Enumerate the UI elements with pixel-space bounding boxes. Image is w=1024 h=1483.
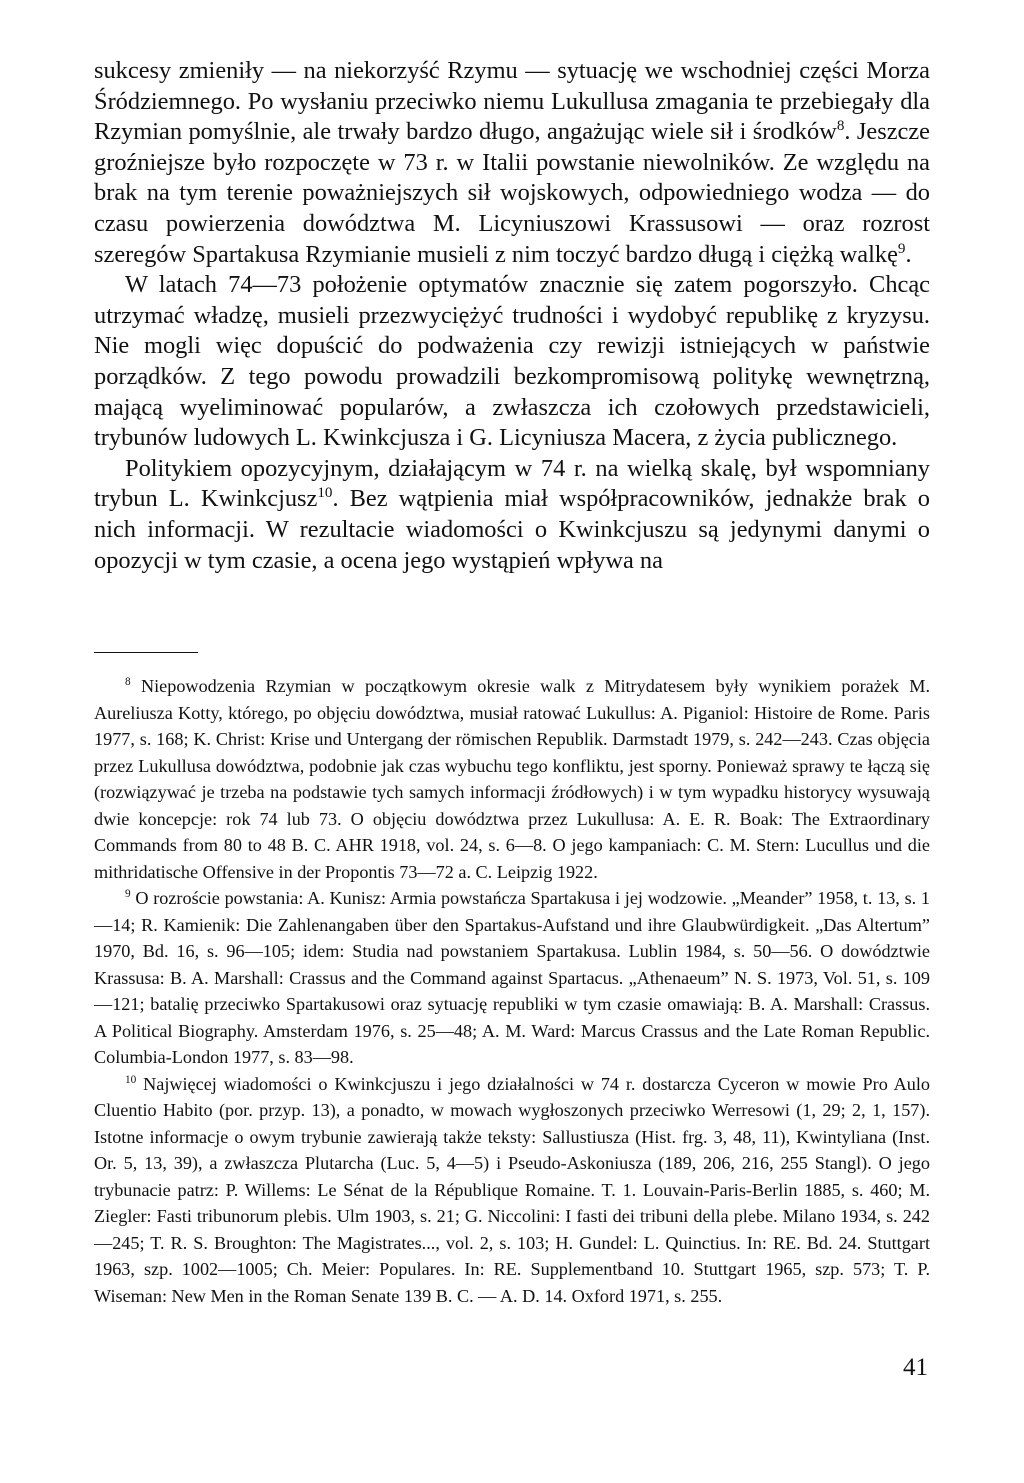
paragraph-1	[94, 56, 930, 270]
footnote-ref-9[interactable]: 9	[897, 240, 906, 257]
footnote-text: Najwięcej wiadomości o Kwinkcjuszu i jego działalności w 74 r. dostarcza Cyceron w mowie Pro Aulo Cluentio Habito (por. przyp. 13), a ponadto, w mowach wygłoszonych przeciwko Werresowi (1, 29; 2, 1, 157). Istotne informacje o owym trybunie zawierają także teksty: Sallustiusza (Hist. frg. 3, 48, 11), Kwintyliana (Inst. Or. 5, 13, 39), a zwłaszcza Plutarcha (Luc. 5, 4—5) i Pseudo-Askoniusza (189, 206, 216, 255 Stangl). O jego trybunacie patrz: P. Willems: Le Sénat de la République Romaine. T. 1. Louvain-Paris-Berlin 1885, s. 460; M. Ziegler: Fasti tribunorum plebis. Ulm 1903, s. 21; G. Niccolini: I fasti dei tribuni della plebe. Milano 1934, s. 242—245; T. R. S. Broughton: The Magistrates..., vol. 2, s. 103; H. Gundel: L. Quinctius. In: RE. Bd. 24. Stuttgart 1963, szp. 1002—1005; Ch. Meier: Populares. In: RE. Supplementband 10. Stuttgart 1965, szp. 573; T. P. Wiseman: New Men in the Roman Senate 139 B. C. — A. D. 14. Oxford 1971, s. 255.	[94, 1073, 931, 1306]
footnote-ref-10[interactable]: 10	[317, 485, 333, 502]
footnote-marker: 10	[125, 1073, 137, 1086]
footnote-text: Niepowodzenia Rzymian w początkowym okresie walk z Mitrydatesem były wynikiem porażek M. Aureliusza Kotty, którego, po objęciu dowództwa, musiał ratować Lukullus: A. Piganiol: Histoire de Rome. Paris 1977, s. 168; K. Christ: Krise und Untergang der römischen Republik. Darmstadt 1979, s. 242—243. Czas objęcia przez Lukullusa dowództwa, podobnie jak czas wybuchu tego konfliktu, jest sporny. Ponieważ sprawy te łączą się (rozwiązywać je trzeba na podstawie tych samych informacji źródłowych) i w tym wypadku historycy wysuwają dwie koncepcje: rok 74 lub 73. O objęciu dowództwa przez Lukullusa: A. E. R. Boak: The Extraordinary Commands from 80 to 48 B. C. AHR 1918, vol. 24, s. 6—8. O jego kampaniach: C. M. Stern: Lucullus und die mithridatische Offensive in der Propontis 73—72 a. C. Leipzig 1922.	[94, 676, 931, 882]
paragraph-3-part-b: . Bez wątpienia miał współpracowników, jednakże brak o nich informacji. W rezultacie wiadomości o Kwinkcjuszu są jedynymi danymi o opozycji w tym czasie, a ocena jego wystąpień wpływa na	[94, 485, 930, 574]
footnote-marker: 9	[125, 888, 131, 901]
paragraph-3	[94, 454, 930, 576]
footnote-separator	[94, 652, 198, 653]
paragraph-1-part-a: sukcesy zmieniły — na niekorzyść Rzymu — sytuację we wschodniej części Morza Śródziemnego. Po wysłaniu przeciwko niemu Lukullusa zmagania te przebiegały dla Rzymian pomyślnie, ale trwały bardzo długo, angażując wiele sił i środków	[94, 57, 930, 146]
footnote-10	[94, 1071, 930, 1310]
page-content	[94, 56, 930, 1309]
footnote-8	[94, 673, 930, 885]
footnote-text: O rozroście powstania: A. Kunisz: Armia powstańcza Spartakusa i jej wodzowie. „Meander” 1958, t. 13, s. 1—14; R. Kamienik: Die Zahlenangaben über den Spartakus-Aufstand und ihre Glaubwürdigkeit. „Das Altertum” 1970, Bd. 16, s. 96—105; idem: Studia nad powstaniem Spartakusa. Lublin 1984, s. 50—56. O dowództwie Krassusa: B. A. Marshall: Crassus and the Command against Spartacus. „Athenaeum” N. S. 1973, Vol. 51, s. 109—121; batalię przeciwko Spartakusowi oraz sytuację republiki w tym czasie omawiają: B. A. Marshall: Crassus. A Political Biography. Amsterdam 1976, s. 25—48; A. M. Ward: Marcus Crassus and the Late Roman Republic. Columbia-London 1977, s. 83—98.	[94, 888, 930, 1068]
paragraph-1-part-c: .	[905, 240, 912, 268]
main-text	[94, 56, 930, 576]
footnotes	[94, 673, 930, 1309]
footnote-ref-8[interactable]: 8	[836, 118, 845, 135]
paragraph-2: W latach 74—73 położenie optymatów znacznie się zatem pogorszyło. Chcąc utrzymać władzę, musieli przezwyciężyć trudności i wydobyć republikę z kryzysu. Nie mogli więc dopuścić do podważenia czy rewizji istniejących w państwie porządków. Z tego powodu prowadzili bezkompromisową politykę wewnętrzną, mającą wyeliminować popularów, a zwłaszcza ich czołowych przedstawicieli, trybunów ludowych L. Kwinkcjusza i G. Licyniusza Macera, z życia publicznego.	[94, 271, 930, 452]
footnote-marker: 8	[125, 676, 131, 689]
footnote-9	[94, 885, 930, 1071]
page-number: 41	[903, 1354, 928, 1381]
paragraph-3-part-a: Politykiem opozycyjnym, działającym w 74 r. na wielką skalę, był wspomniany trybun L. Kwinkcjusz	[94, 454, 930, 513]
paragraph-1-part-b: . Jeszcze groźniejsze było rozpoczęte w 73 r. w Italii powstanie niewolników. Ze względu na brak na tym terenie poważniejszych sił wojskowych, odpowiedniego wodza — do czasu powierzenia dowództwa M. Licyniuszowi Krassusowi — oraz rozrost szeregów Spartakusa Rzymianie musieli z nim toczyć bardzo długą i ciężką walkę	[94, 118, 930, 268]
